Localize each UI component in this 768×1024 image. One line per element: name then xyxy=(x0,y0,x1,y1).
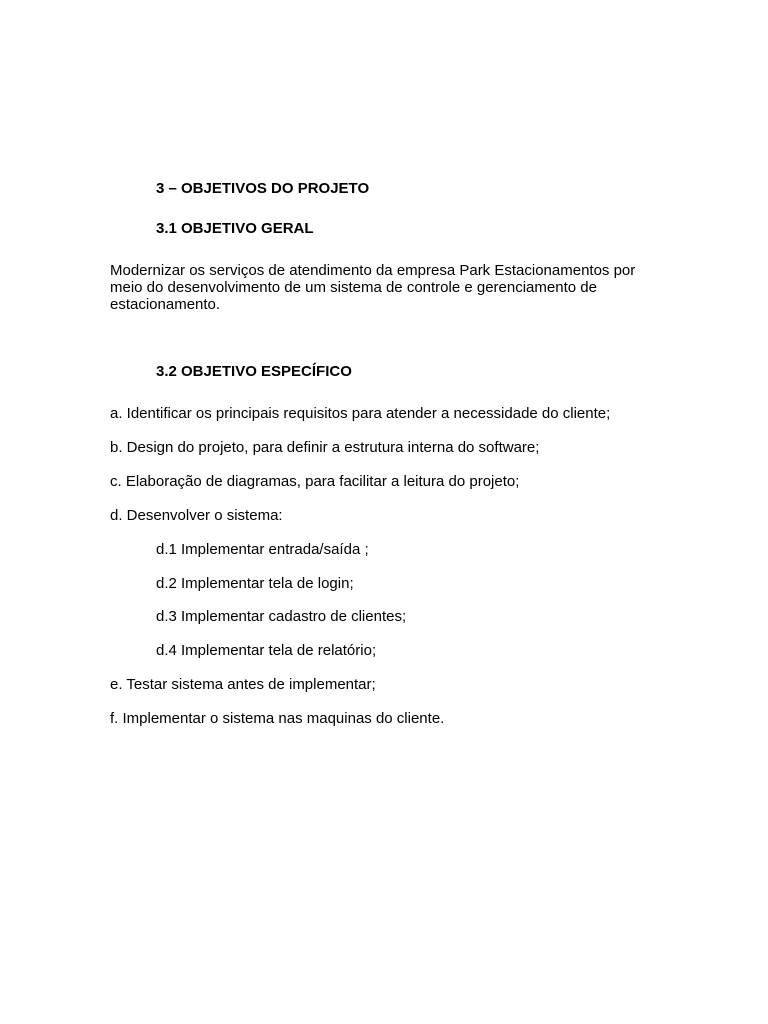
specific-objective-heading: 3.2 OBJETIVO ESPECÍFICO xyxy=(156,363,352,380)
list-item: a. Identificar os principais requisitos para atender a necessidade do cliente; xyxy=(110,405,611,422)
list-item: c. Elaboração de diagramas, para facilitar a leitura do projeto; xyxy=(110,473,520,490)
paragraph-line: meio do desenvolvimento de um sistema de controle e gerenciamento de xyxy=(110,279,597,296)
list-item: b. Design do projeto, para definir a estrutura interna do software; xyxy=(110,439,540,456)
section-title: 3 – OBJETIVOS DO PROJETO xyxy=(156,180,370,197)
sub-list-item: d.1 Implementar entrada/saída ; xyxy=(156,541,369,558)
paragraph-line: Modernizar os serviços de atendimento da empresa Park Estacionamentos por xyxy=(110,262,636,279)
list-item: d. Desenvolver o sistema: xyxy=(110,507,283,524)
general-objective-paragraph xyxy=(110,262,670,313)
list-item: f. Implementar o sistema nas maquinas do cliente. xyxy=(110,710,445,727)
paragraph-line: estacionamento. xyxy=(110,296,221,313)
list-item: e. Testar sistema antes de implementar; xyxy=(110,676,376,693)
general-objective-heading: 3.1 OBJETIVO GERAL xyxy=(156,220,314,237)
sub-list-item: d.3 Implementar cadastro de clientes; xyxy=(156,608,407,625)
sub-list-item: d.4 Implementar tela de relatório; xyxy=(156,642,377,659)
sub-list-item: d.2 Implementar tela de login; xyxy=(156,575,354,592)
